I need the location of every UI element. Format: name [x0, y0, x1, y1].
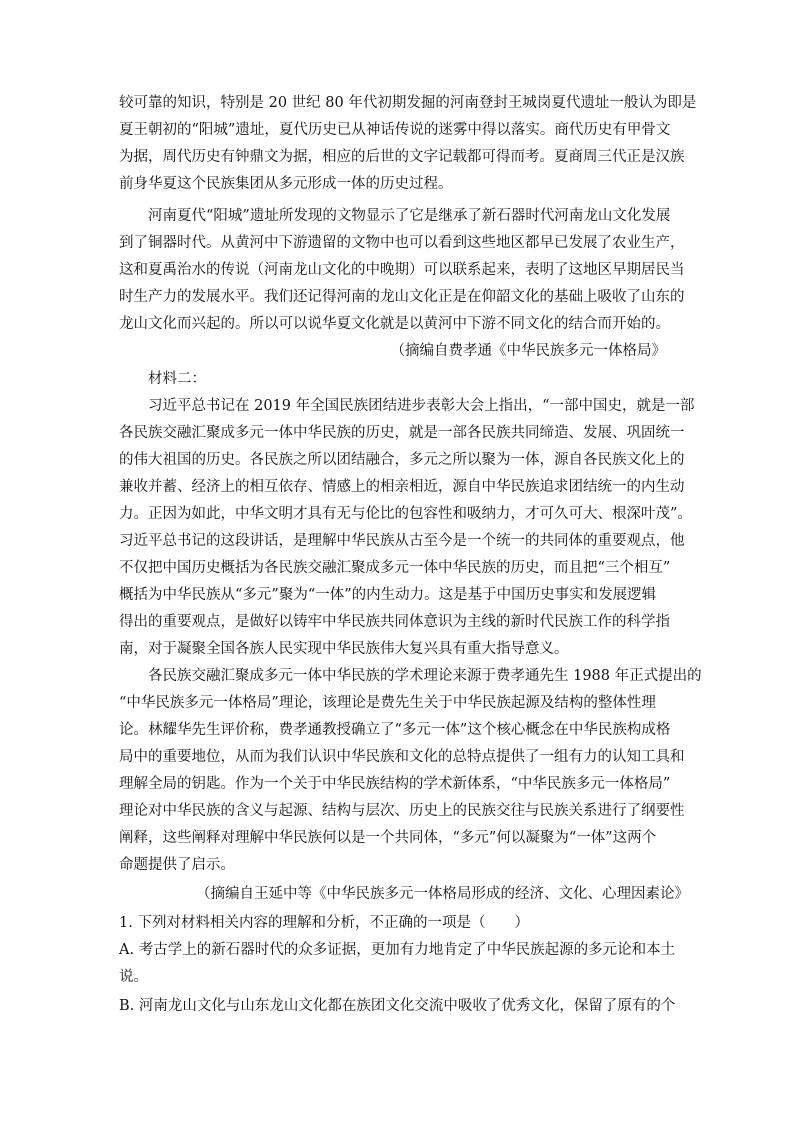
text-line: 南，对于凝聚全国各族人民实现中华民族伟大复兴具有重大指导意义。 [119, 641, 569, 657]
text-line: 论。林耀华先生评价称，费孝通教授确立了“多元一体”这个核心概念在中华民族构成格 [119, 722, 671, 738]
text-line: 习近平总书记的这段讲话，是理解中华民族从古至今是一个统一的共同体的重要观点，他 [119, 533, 685, 549]
text-line: 局中的重要地位，从而为我们认识中华民族和文化的总特点提供了一组有力的认知工具和 [119, 749, 685, 765]
text-line: 各民族交融汇聚成多元一体中华民族的历史，就是一部各民族共同缔造、发展、巩固统一 [119, 425, 685, 441]
text-line: “中华民族多元一体格局”理论，该理论是费先生关于中华民族起源及结构的整体性理 [119, 695, 656, 711]
text-line: 理解全局的钥匙。作为一个关于中华民族结构的学术新体系，“中华民族多元一体格局” [119, 776, 671, 792]
source-citation: （摘编自费孝通《中华民族多元一体格局》 [390, 343, 666, 359]
section-heading: 材料二： [148, 371, 206, 387]
text-line: 为据，周代历史有钟鼎文为据，相应的后世的文字记载都可得而考。夏商周三代正是汉族 [119, 149, 685, 165]
text-line: 不仅把中国历史概括为各民族交融汇聚成多元一体中华民族的历史，而且把“三个相互” [119, 560, 671, 576]
text-line: 习近平总书记在 2019 年全国民族团结进步表彰大会上指出，“一部中国史，就是一部 [148, 398, 695, 414]
option-a: A. 考古学上的新石器时代的众多证据，更加有力地肯定了中华民族起源的多元论和本土 [119, 942, 676, 958]
text-line: 夏王朝初的“阳城”遗址，夏代历史已从神话传说的迷雾中得以落实。商代历史有甲骨文 [119, 122, 671, 138]
question-stem: 1. 下列对材料相关内容的理解和分析，不正确的一项是（ ） [119, 915, 529, 931]
option-a-continuation: 说。 [119, 969, 148, 985]
text-line: 力。正因为如此，中华文明才具有无与伦比的包容性和吸纳力，才可久可大、根深叶茂”。 [119, 506, 692, 522]
text-line: 阐释，这些阐释对理解中华民族何以是一个共同体，“多元”何以凝聚为“一体”这两个 [119, 830, 657, 846]
text-line: 各民族交融汇聚成多元一体中华民族的学术理论来源于费孝通先生 1988 年正式提出的 [148, 668, 702, 684]
text-line: 理论对中华民族的含义与起源、结构与层次、历史上的民族交往与民族关系进行了纲要性 [119, 803, 685, 819]
text-line: 概括为中华民族从“多元”聚为“一体”的内生动力。这是基于中国历史事实和发展逻辑 [119, 587, 657, 603]
text-line: 龙山文化而兴起的。所以可以说华夏文化就是以黄河中下游不同文化的结合而开始的。 [119, 316, 670, 332]
text-line: 时生产力的发展水平。我们还记得河南的龙山文化正是在仰韶文化的基础上吸收了山东的 [119, 289, 685, 305]
text-line: 河南夏代“阳城”遗址所发现的文物显示了它是继承了新石器时代河南龙山文化发展 [148, 208, 671, 224]
text-line: 前身华夏这个民族集团从多元形成一体的历史过程。 [119, 176, 453, 192]
text-line: 到了铜器时代。从黄河中下游遗留的文物中也可以看到这些地区都早已发展了农业生产， [119, 235, 685, 251]
text-line: 命题提供了启示。 [119, 857, 235, 873]
text-line: 兼收并蓄、经济上的相互依存、情感上的相亲相近，源自中华民族追求团结统一的内生动 [119, 479, 685, 495]
text-line: 较可靠的知识，特别是 20 世纪 80 年代初期发掘的河南登封王城岗夏代遗址一般认为即是 [119, 95, 697, 111]
text-line: 得出的重要观点，是做好以铸牢中华民族共同体意识为主线的新时代民族工作的科学指 [119, 614, 670, 630]
text-line: 的伟大祖国的历史。各民族之所以团结融合，多元之所以聚为一体，源自各民族文化上的 [119, 452, 685, 468]
source-citation: （摘编自王延中等《中华民族多元一体格局形成的经济、文化、心理因素论》 [196, 886, 689, 902]
text-line: 这和夏禹治水的传说（河南龙山文化的中晚期）可以联系起来，表明了这地区早期居民当 [119, 262, 685, 278]
option-b: B. 河南龙山文化与山东龙山文化都在族团文化交流中吸收了优秀文化，保留了原有的个 [119, 998, 676, 1014]
